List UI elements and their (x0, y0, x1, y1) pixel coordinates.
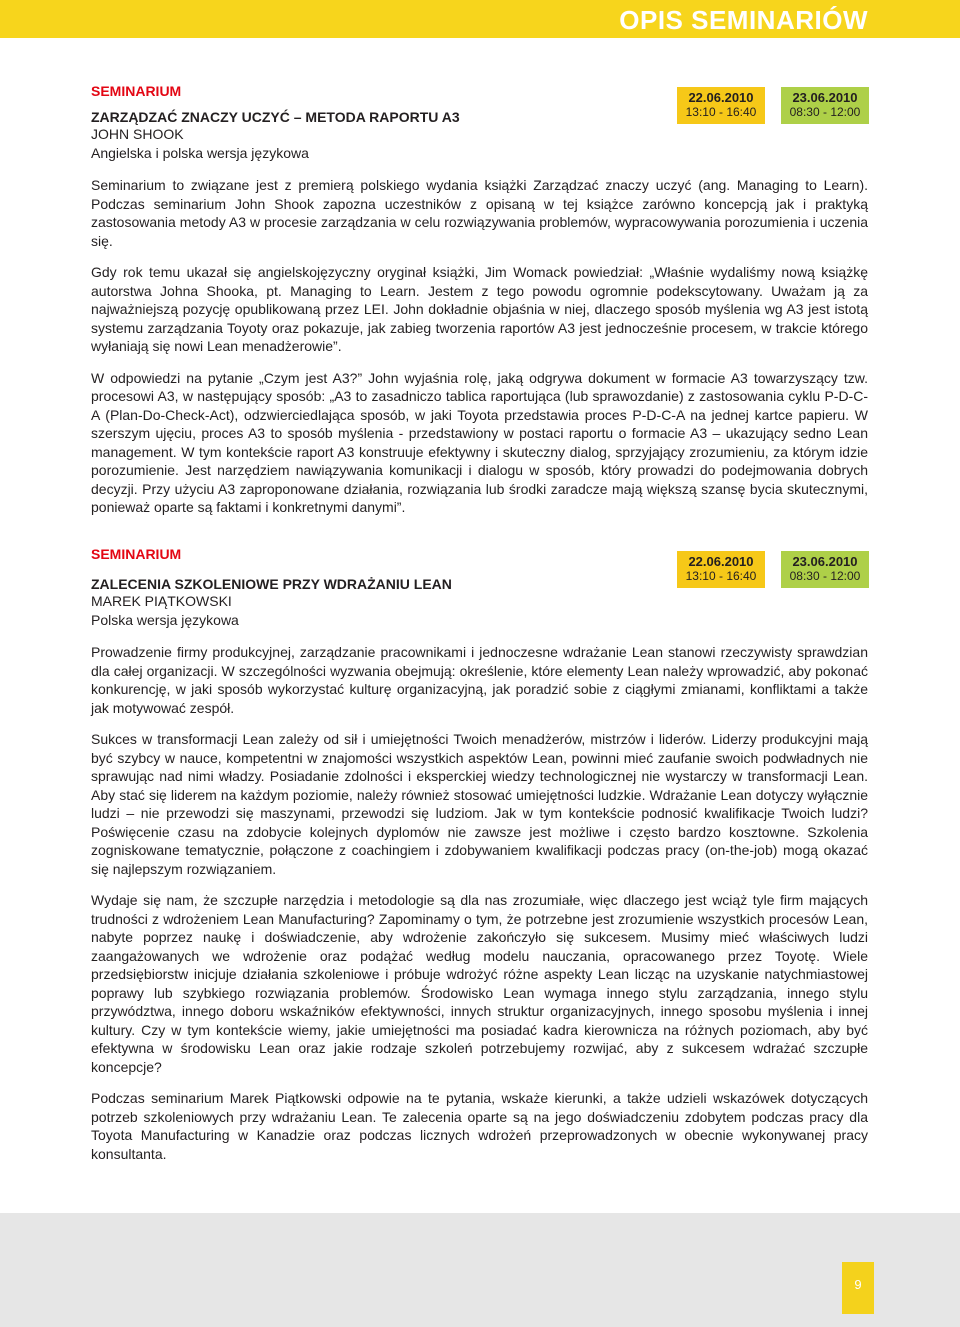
seminar-language: Polska wersja językowa (91, 612, 239, 628)
date: 23.06.2010 (792, 90, 858, 105)
date-box-1 (677, 87, 765, 124)
seminar-2 (91, 546, 868, 1176)
paragraph: Podczas seminarium Marek Piątkowski odpowie na te pytania, wskaże kierunki, a także udzieli wskazówek dotyczących potrzeb szkoleniowych przy wdrażaniu Lean. Te zalecenia oparte są na jego doświadczeniu zdobytem podczas pracy dla Toyota Manufacturing w Kanadzie oraz podczas licznych wdrożeń przeprowadzonych w obecnie wykonywanej pracy konsultanta. (91, 1090, 868, 1162)
page-title: OPIS SEMINARIÓW (619, 5, 868, 35)
paragraph: W odpowiedzi na pytanie „Czym jest A3?” John wyjaśnia rolę, jaką odgrywa dokument w formacie A3 towarzyszący tzw. procesowi A3, w następujący sposób: „A3 to zasadniczo tablica raportująca (lub sprawozdanie) z zastosowania cyklu P-D-C-A (Plan-Do-Check-Act), odzwierciedlająca sposób, w jaki Toyota przedstawia proces P-D-C-A na jednej kartce papieru. W szerszym ujęciu, proces A3 to sposób myślenia - przedstawiony w postaci raportu o formacie A3 – ukazujący sedno Lean management. W tym kontekście raport A3 konstruuje efektywny i skuteczny dialog, sprzyjający zrozumieniu, za którym idzie porozumienie. Jest narzędziem nawiązywania komunikacji i dialogu w sposób, który prowadzi do podejmowania dobrych decyzji. Przy użyciu A3 zaproponowane działania, rozwiązania lub środki zaradcze mają większą szansę bycia skutecznymi, ponieważ oparte są faktami i konkretnymi danymi”. (91, 369, 868, 515)
time: 08:30 - 12:00 (789, 569, 861, 583)
paragraph: Prowadzenie firmy produkcyjnej, zarządzanie pracownikami i jednoczesne wdrażanie Lean stanowi rzeczywisty sprawdzian dla całej organizacji. W szczególności wyzwania obejmują: określenie, które elementy Lean należy wprowadzić, aby pokonać konkurencję, w jaki sposób wykorzystać kulturę organizacyjną, jak poradzić sobie z ciągłymi zmianami, konfliktami a także jak motywować zespół. (91, 644, 868, 716)
seminar-label: SEMINARIUM (91, 83, 182, 99)
date: 22.06.2010 (688, 90, 754, 105)
seminar-title: ZARZĄDZAĆ ZNACZY UCZYĆ – METODA RAPORTU A3 (91, 109, 460, 125)
time: 13:10 - 16:40 (685, 569, 757, 583)
footer-band (0, 1213, 960, 1327)
seminar-language: Angielska i polska wersja językowa (91, 145, 309, 161)
paragraph: Wydaje się nam, że szczupłe narzędzia i metodologie są dla nas zrozumiałe, więc dlaczego jest wciąż tyle firm mających trudności z wdrożeniem Lean Manufacturing? Zapominamy o tym, że potrzebne jest zrozumienie wszystkich procesów Lean, nabyte poprzez naukę i doświadczenie, aby wdrożenie zakończyło się sukcesem. Musimy mieć właściwych ludzi zaangażowanych we wdrożenie oraz podążać według modelu nauczania, opracowanego przez Toyotę. Wiele przedsiębiorstw inicjuje działania szkoleniowe i próbuje wdrożyć różne aspekty Lean licząc na uzyskanie natychmiastowej poprawy lub szybkiego rozwiązania problemów. Środowisko Lean wymaga innego stylu zarządzania, innego stylu przywództwa, innego doboru wskaźników efektywności, innych struktur organizacyjnych, innego sposobu myślenia i innej kultury. Czy w tym kontekście wiemy, jakie umiejętności ma posiadać kadra kierownicza na różnych poziomach, aby być efektywna w środowisku Lean oraz jakie rodzaje szkoleń potrzebujemy rozwijać, aby z sukcesem wdrażać szczupłe koncepcje? (91, 892, 868, 1075)
date-box-1 (677, 551, 765, 588)
date: 22.06.2010 (688, 554, 754, 569)
seminar-1 (91, 83, 868, 530)
seminar-author: JOHN SHOOK (91, 126, 184, 142)
time: 13:10 - 16:40 (685, 105, 757, 119)
seminar-description (91, 643, 868, 1163)
header-bar (0, 0, 960, 38)
paragraph: Seminarium to związane jest z premierą polskiego wydania książki Zarządzać znaczy uczyć (ang. Managing to Learn). Podczas seminarium John Shook zapozna uczestników z opisaną w tej książce zarówno koncepcją jak i praktyką zastosowania metody A3 w procesie zarządzania w celu rozwiązywania problemów, wypracowywania porozumienia i uczenia się. (91, 177, 868, 249)
time: 08:30 - 12:00 (789, 105, 861, 119)
seminar-description (91, 176, 868, 517)
date: 23.06.2010 (792, 554, 858, 569)
seminar-title: ZALECENIA SZKOLENIOWE PRZY WDRAŻANIU LEAN (91, 576, 452, 592)
seminar-label: SEMINARIUM (91, 546, 182, 562)
paragraph: Gdy rok temu ukazał się angielskojęzyczny oryginał książki, Jim Womack powiedział: „Właśnie wydaliśmy nową książkę autorstwa Johna Shooka, pt. Managing to Learn. Jestem z tego powodu ogromnie podekscytowany. Uważam ją za najważniejszą pozycję opublikowaną przez LEI. John dokładnie objaśnia w niej, dlaczego sposób myślenia wg A3 jest istotą systemu zarządzania Toyoty oraz pokazuje, jak zabieg tworzenia raportów A3 jest jednocześnie procesem, w trakcie którego wyłaniają się nowi Lean menadżerowie”. (91, 264, 868, 354)
paragraph: Sukces w transformacji Lean zależy od sił i umiejętności Twoich menadżerów, mistrzów i liderów. Liderzy produkcyjni mają być szybcy w nauce, kompetentni w znajomości wszystkich aspektów Lean, powinni mieć zaufanie swoich podwładnych nie sprawując nad nimi władzy. Posiadanie zdolności i eksperckiej wiedzy technologicznej nie wystarczy w transformacji Lean. Aby stać się liderem na każdym poziomie, należy również stosować umiejętności ludzkie. Wdrażanie Lean dotyczy wyłącznie ludzi – nie przewodzi się maszynami, przewodzi się ludziom. Jak w tym kontekście podnosić kwalifikacje Twoich ludzi? Poświęcenie czasu na zdobycie kolejnych dyplomów nie zawsze jest możliwe i często bardzo kosztowne. Szkolenia zogniskowane tematycznie, połączone z coachingiem i zdobywaniem kwalifikacji podczas pracy (on-the-job) mogą okazać się najlepszym rozwiązaniem. (91, 731, 868, 877)
page-number: 9 (842, 1262, 874, 1314)
date-box-2 (781, 551, 869, 588)
date-box-2 (781, 87, 869, 124)
seminar-author: MAREK PIĄTKOWSKI (91, 593, 232, 609)
